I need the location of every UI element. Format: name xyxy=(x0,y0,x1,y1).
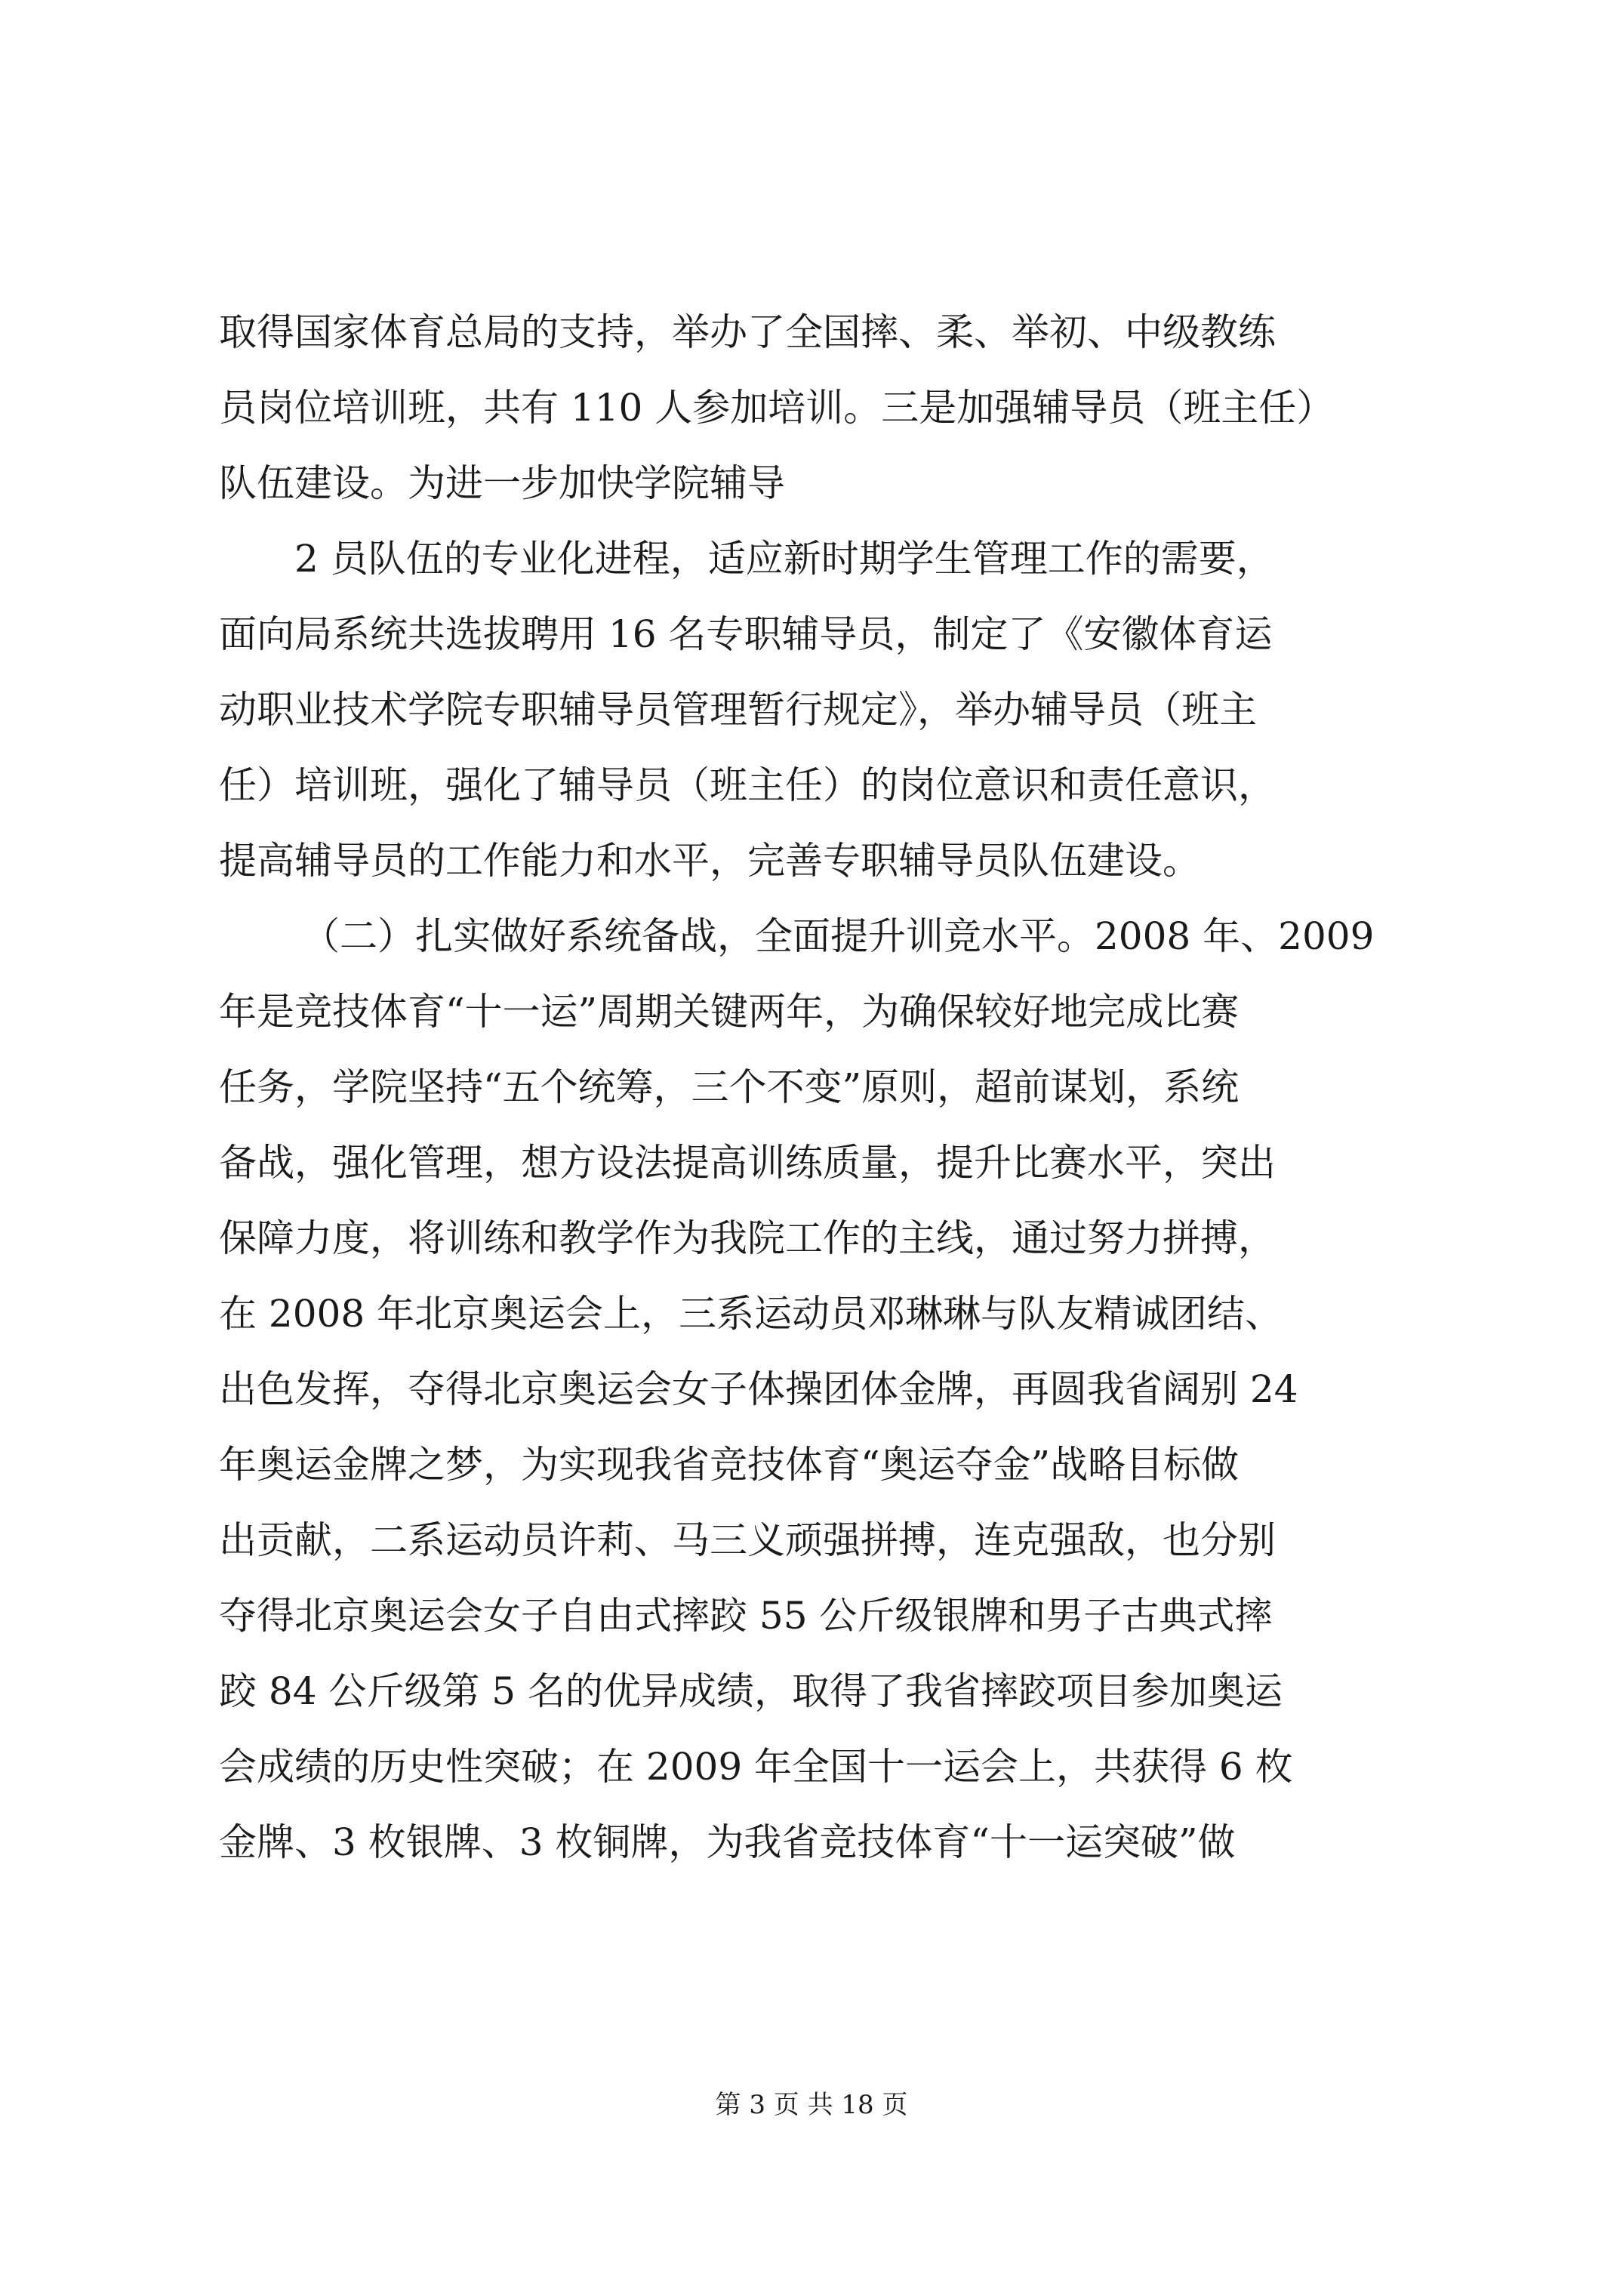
text-line: 任）培训班，强化了辅导员（班主任）的岗位意识和责任意识， xyxy=(219,763,1276,807)
text-line: 跤 84 公斤级第 5 名的优异成绩，取得了我省摔跤项目参加奥运 xyxy=(219,1669,1283,1713)
text-line: 金牌、3 枚银牌、3 枚铜牌，为我省竞技体育“十一运突破”做 xyxy=(219,1820,1236,1864)
text-line: 年是竞技体育“十一运”周期关键两年，为确保较好地完成比赛 xyxy=(219,990,1240,1034)
text-line: 取得国家体育总局的支持，举办了全国摔、柔、举初、中级教练 xyxy=(219,310,1276,354)
text-line: 会成绩的历史性突破；在 2009 年全国十一运会上，共获得 6 枚 xyxy=(219,1745,1293,1789)
text-line: 动职业技术学院专职辅导员管理暂行规定》，举办辅导员（班主 xyxy=(219,688,1257,732)
text-line: 任务，学院坚持“五个统筹，三个不变”原则，超前谋划，系统 xyxy=(219,1065,1240,1109)
page-number-footer: 第 3 页 共 18 页 xyxy=(715,2090,908,2120)
text-line: 年奥运金牌之梦，为实现我省竞技体育“奥运夺金”战略目标做 xyxy=(219,1443,1240,1487)
text-line: 出贡献，二系运动员许莉、马三义顽强拼搏，连克强敌，也分别 xyxy=(219,1518,1276,1562)
text-line: 员岗位培训班，共有 110 人参加培训。三是加强辅导员（班主任） xyxy=(219,386,1335,430)
text-line: 提高辅导员的工作能力和水平，完善专职辅导员队伍建设。 xyxy=(219,839,1200,883)
text-line: 面向局系统共选拔聘用 16 名专职辅导员，制定了《安徽体育运 xyxy=(219,612,1273,656)
text-line: 备战，强化管理，想方设法提高训练质量，提升比赛水平，突出 xyxy=(219,1141,1276,1185)
text-line: 2 员队伍的专业化进程，适应新时期学生管理工作的需要， xyxy=(294,537,1274,581)
text-line: 出色发挥，夺得北京奥运会女子体操团体金牌，再圆我省阔别 24 xyxy=(219,1367,1298,1411)
text-line: 保障力度，将训练和教学作为我院工作的主线，通过努力拼搏， xyxy=(219,1216,1276,1260)
text-line: 夺得北京奥运会女子自由式摔跤 55 公斤级银牌和男子古典式摔 xyxy=(219,1594,1273,1638)
text-line: 队伍建设。为进一步加快学院辅导 xyxy=(219,461,785,505)
text-line: （二）扎实做好系统备战，全面提升训竞水平。2008 年、2009 xyxy=(302,914,1375,958)
text-line: 在 2008 年北京奥运会上，三系运动员邓琳琳与队友精诚团结、 xyxy=(219,1292,1283,1336)
